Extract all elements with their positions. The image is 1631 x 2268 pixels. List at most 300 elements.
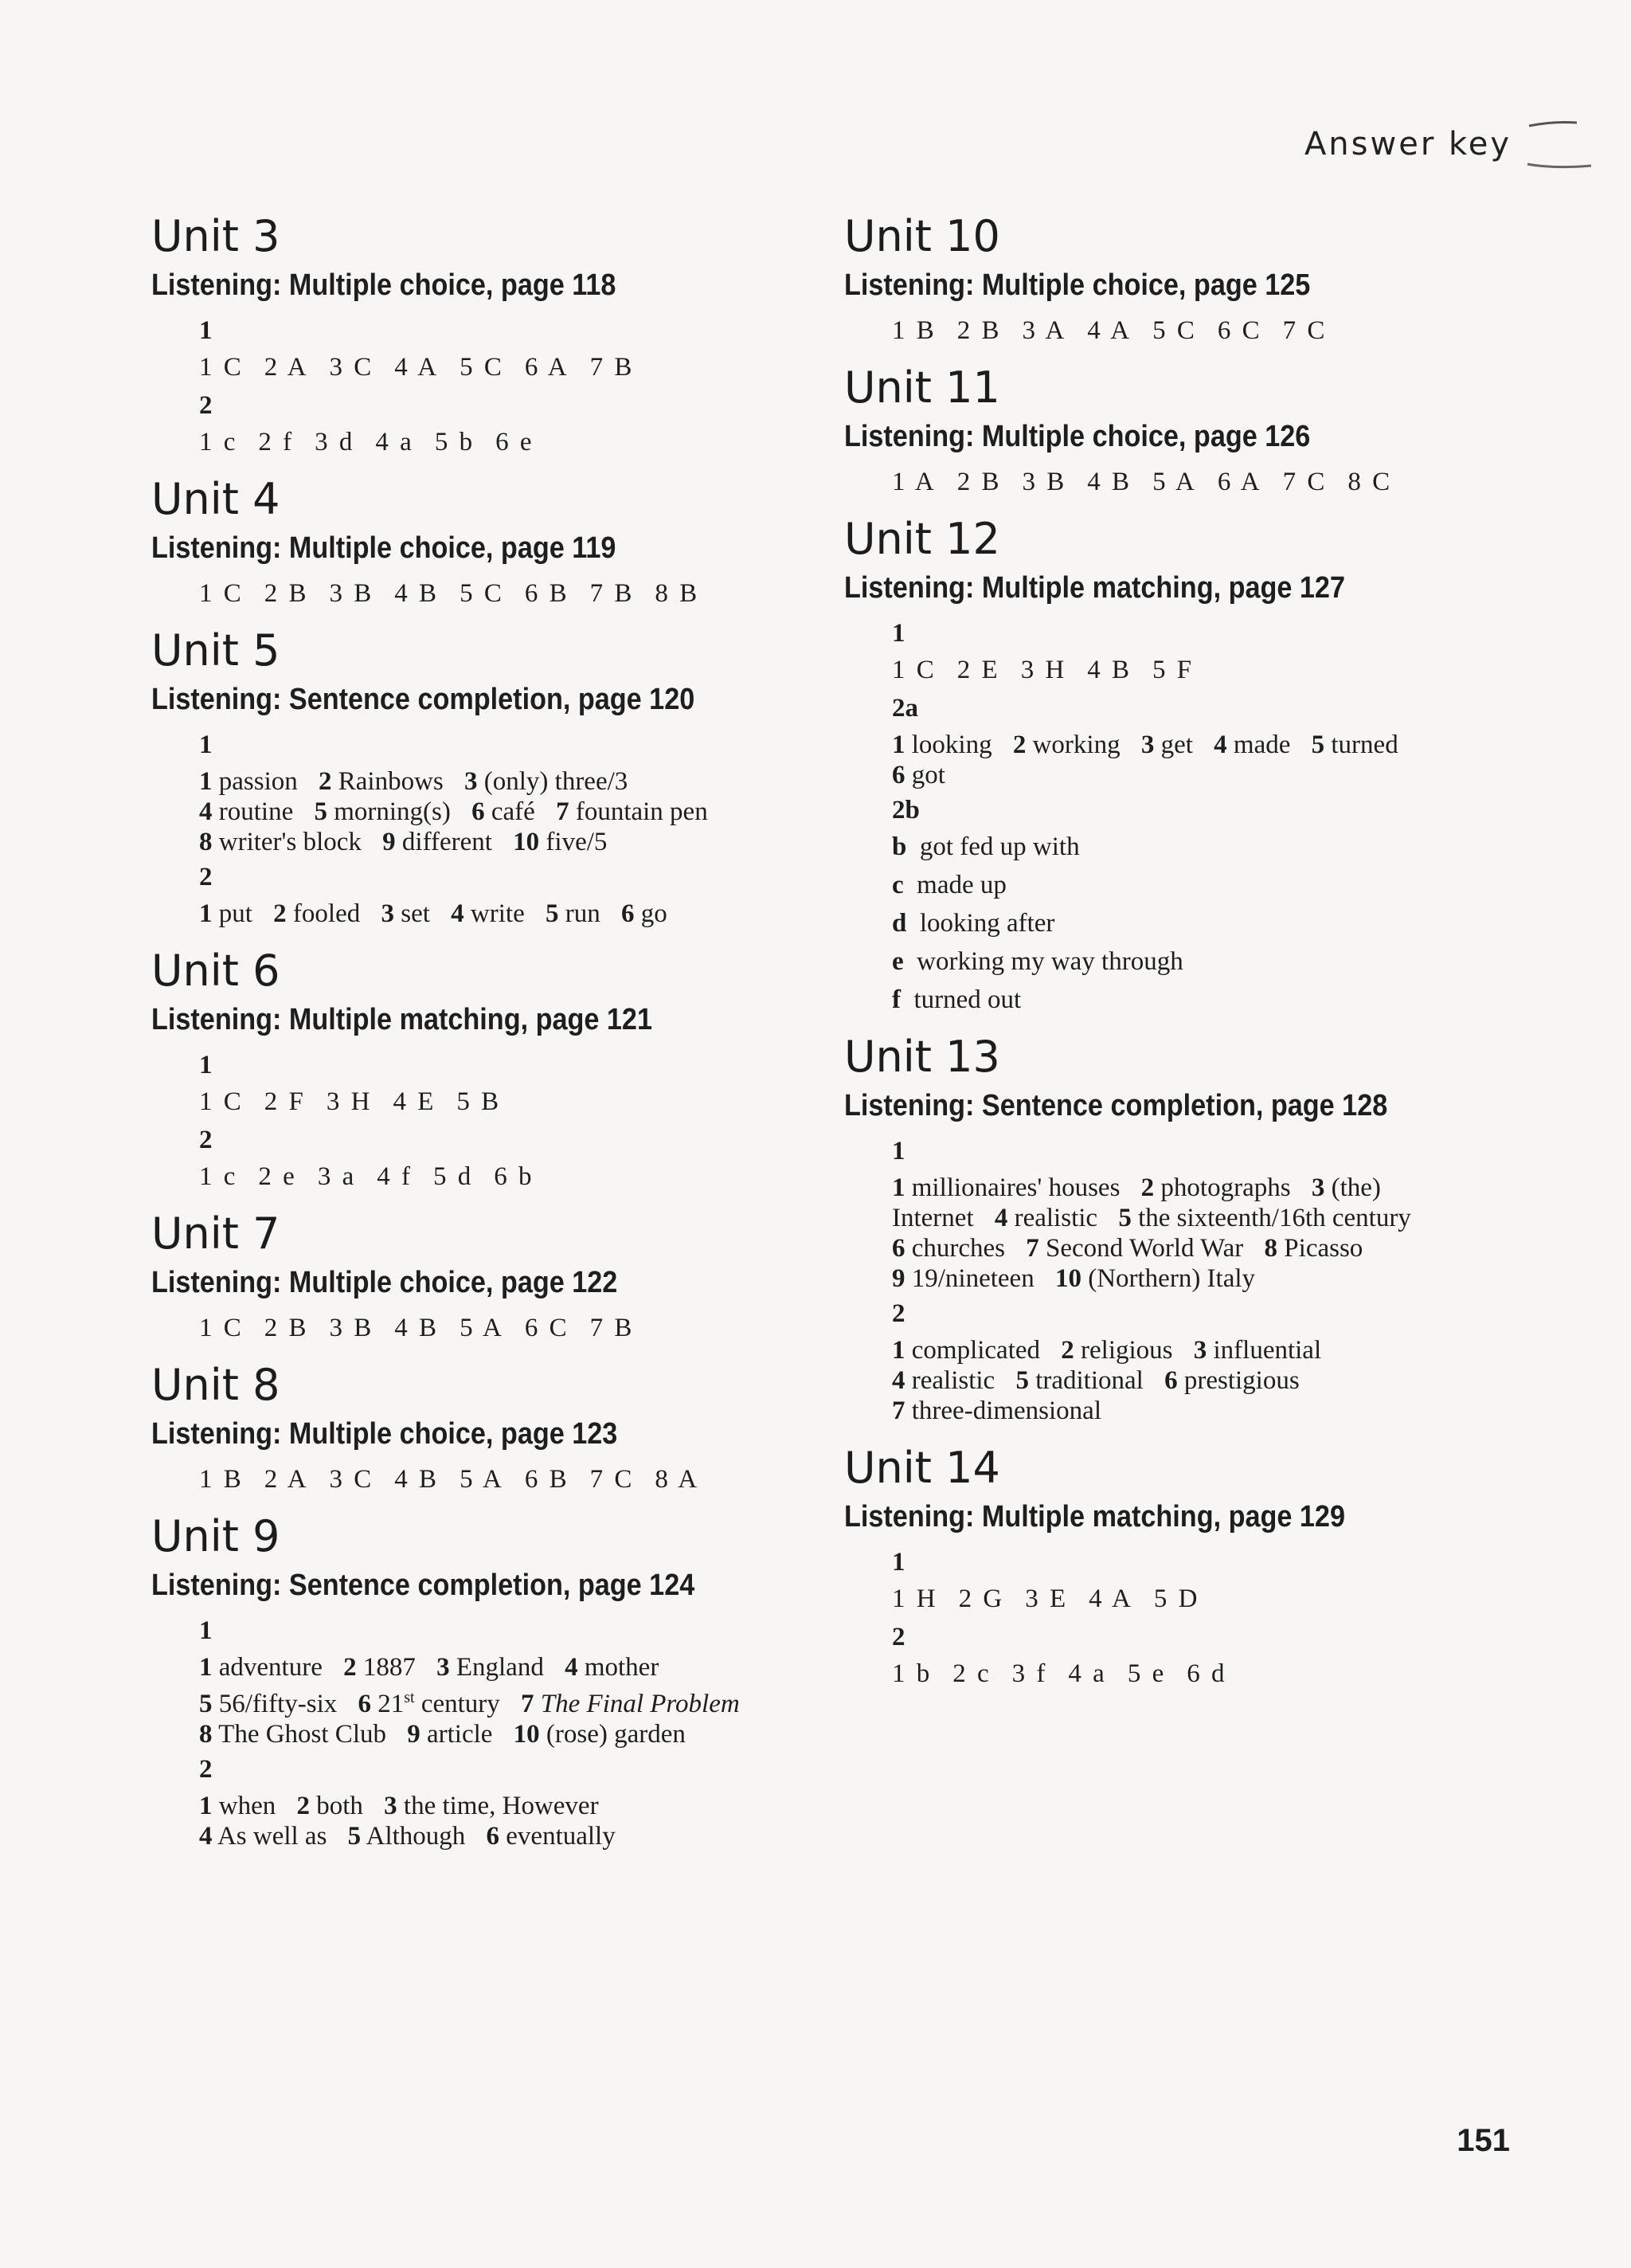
- answer-number: 7: [556, 797, 569, 826]
- answer: 6 d: [1187, 1659, 1227, 1688]
- answer-number: 5: [199, 1690, 213, 1718]
- answer: 4 A: [1089, 1584, 1133, 1613]
- unit-title: Unit 3: [151, 211, 280, 261]
- answer-letter: e: [892, 947, 904, 976]
- unit-14: [844, 1440, 1561, 1689]
- answers: [151, 315, 820, 457]
- answer: 4 a: [1068, 1659, 1107, 1688]
- answer: 4 B: [394, 1314, 440, 1342]
- answer: 8 C: [1347, 468, 1393, 496]
- answer: three-dimensional: [911, 1396, 1102, 1425]
- answer-line: [892, 315, 1561, 346]
- answer: café: [491, 797, 535, 826]
- answer: when: [218, 1792, 276, 1820]
- answer-number: 5: [1118, 1204, 1132, 1232]
- part-label: 1: [199, 316, 213, 345]
- answer: 6 B: [524, 579, 569, 608]
- part-label: 1: [199, 731, 213, 759]
- answer: get: [1160, 731, 1193, 759]
- answer: 5 A: [460, 1314, 504, 1342]
- unit-12: [844, 511, 1561, 1015]
- answer: 2 F: [264, 1087, 306, 1116]
- answer-number: 1: [199, 1792, 213, 1820]
- answer: 4 B: [1087, 656, 1132, 684]
- answer: 3 f: [1011, 1659, 1048, 1688]
- right-column: [844, 209, 1561, 1703]
- answer: 3 H: [1020, 656, 1067, 684]
- unit-title: Unit 5: [151, 625, 280, 676]
- answer-line: [199, 1652, 820, 1682]
- unit-title: Unit 9: [151, 1511, 280, 1561]
- answer-number: 2: [296, 1792, 310, 1820]
- answer-number: 1: [892, 731, 905, 759]
- tab-mark-icon: [1521, 118, 1593, 174]
- part-label: 2: [199, 863, 213, 891]
- answer: millionaires' houses: [911, 1173, 1121, 1202]
- answer: religious: [1081, 1336, 1173, 1365]
- answer-number: 6: [358, 1690, 371, 1718]
- answer-line: [892, 1396, 1561, 1426]
- answer: 3 B: [329, 579, 374, 608]
- answer: realistic: [911, 1366, 995, 1395]
- answers: [844, 315, 1561, 346]
- answer-number: 3: [1140, 731, 1155, 759]
- answer-line: [199, 578, 820, 609]
- answer: Second World War: [1046, 1234, 1244, 1263]
- answer: set: [401, 899, 430, 928]
- answer-number: 3: [384, 1792, 397, 1820]
- answer: 6 e: [495, 428, 534, 456]
- answers: [151, 730, 820, 929]
- answer: different: [401, 828, 492, 856]
- answer: 6 B: [524, 1465, 569, 1494]
- answer-line: [199, 827, 820, 857]
- unit-9: [151, 1509, 820, 1851]
- answer-line: [892, 1263, 1561, 1294]
- unit-title: Unit 12: [844, 514, 1000, 564]
- unit-title: Unit 11: [844, 362, 1000, 413]
- section-title: Listening: Multiple choice, page 123: [151, 1417, 618, 1451]
- unit-11: [844, 360, 1561, 497]
- answer: 7 C: [589, 1465, 635, 1494]
- answer-line: [892, 985, 1561, 1015]
- section-title: Listening: Sentence completion, page 124: [151, 1569, 695, 1602]
- unit-13: [844, 1029, 1561, 1426]
- answer-number: 4: [1214, 731, 1227, 759]
- answer: looking: [911, 731, 992, 759]
- answer: 3 H: [326, 1087, 373, 1116]
- answer-line: [892, 467, 1561, 497]
- answer-number: 1: [199, 899, 213, 928]
- answer-number: 5: [314, 797, 327, 826]
- answer: morning(s): [334, 797, 451, 826]
- answer: 1 H: [892, 1584, 938, 1613]
- answer: (Northern) Italy: [1088, 1264, 1256, 1293]
- answer: 2 e: [258, 1162, 297, 1191]
- answer: 21: [377, 1690, 405, 1718]
- answer: The Final Problem: [540, 1690, 740, 1718]
- answer: 1 C: [892, 656, 937, 684]
- part-label: 2a: [892, 694, 918, 723]
- answer: working: [1032, 731, 1121, 759]
- answer-number: 2: [1140, 1173, 1155, 1202]
- answer: 6 A: [524, 353, 569, 382]
- unit-10: [844, 209, 1561, 346]
- answer: 8 A: [655, 1465, 700, 1494]
- answer-number: 3: [1193, 1336, 1207, 1365]
- answer: 2 f: [258, 428, 295, 456]
- answer: 5 D: [1153, 1584, 1200, 1613]
- answer: 2 B: [264, 1314, 309, 1342]
- answer: write: [470, 899, 525, 928]
- part-label: 1: [199, 1616, 213, 1645]
- answer-number: 6: [1164, 1366, 1178, 1395]
- answer-line: [892, 730, 1561, 760]
- answers: [844, 467, 1561, 497]
- answer: Picasso: [1284, 1234, 1363, 1263]
- answer-number: 4: [199, 797, 213, 826]
- answer: 5 B: [456, 1087, 502, 1116]
- answer: complicated: [911, 1336, 1041, 1365]
- answer-line: [199, 1161, 820, 1192]
- answer-letter: d: [892, 909, 907, 938]
- answer-line: [892, 1233, 1561, 1263]
- answers: [151, 1464, 820, 1494]
- answer-line: [199, 352, 820, 382]
- answer-number: 1: [892, 1336, 905, 1365]
- answer: 1 B: [892, 316, 937, 345]
- answer: 3 B: [1022, 468, 1067, 496]
- answer: turned: [1331, 731, 1398, 759]
- part-label: 2: [199, 1126, 213, 1154]
- answer: 3 C: [329, 353, 374, 382]
- answer: 3 C: [329, 1465, 374, 1494]
- answer: turned out: [913, 985, 1022, 1014]
- answer: Rainbows: [338, 767, 444, 796]
- part-label: 2: [892, 1299, 905, 1328]
- answer: run: [565, 899, 600, 928]
- answer-number: 6: [892, 1234, 905, 1263]
- answer-line: [199, 899, 820, 929]
- answer: 1 c: [199, 1162, 238, 1191]
- answer: 1887: [362, 1653, 416, 1682]
- page-number: 151: [1457, 2123, 1510, 2158]
- unit-title: Unit 4: [151, 474, 280, 524]
- answers: [151, 1616, 820, 1851]
- answer-number: 7: [892, 1396, 905, 1425]
- answer: 5 C: [460, 579, 504, 608]
- answer-number: 4: [565, 1653, 578, 1682]
- answer: 4 a: [375, 428, 414, 456]
- answer-line: [892, 832, 1561, 862]
- answer-line: [892, 1584, 1561, 1614]
- answer-letter: f: [892, 985, 901, 1014]
- answer: 5 C: [1152, 316, 1197, 345]
- answer: traditional: [1035, 1366, 1144, 1395]
- answer: 4 B: [394, 579, 440, 608]
- answer-number: 5: [347, 1822, 362, 1851]
- answer: routine: [218, 797, 294, 826]
- answer-number: 6: [620, 899, 635, 928]
- answer-number: 5: [1311, 731, 1325, 759]
- answer: 6 C: [524, 1314, 569, 1342]
- answer-line: [892, 870, 1561, 900]
- answer: realistic: [1014, 1204, 1098, 1232]
- answer: made: [1233, 731, 1291, 759]
- answer-number: 4: [994, 1204, 1008, 1232]
- answers: [844, 618, 1561, 1015]
- answer: go: [640, 899, 667, 928]
- answer: passion: [218, 767, 298, 796]
- answer: 7 B: [589, 579, 635, 608]
- answer-number: 8: [199, 1720, 213, 1749]
- answer: article: [426, 1720, 493, 1749]
- answer-number: 10: [513, 828, 540, 856]
- answer: 56/fifty-six: [218, 1690, 338, 1718]
- answers: [844, 1547, 1561, 1689]
- answer-number: 9: [382, 828, 396, 856]
- answer-line: [199, 766, 820, 797]
- section-title: Listening: Multiple choice, page 122: [151, 1266, 618, 1299]
- answer-number: 9: [407, 1720, 420, 1749]
- unit-6: [151, 943, 820, 1192]
- answer: the time, However: [403, 1792, 599, 1820]
- unit-title: Unit 8: [151, 1360, 280, 1410]
- answer: The Ghost Club: [218, 1720, 386, 1749]
- section-title: Listening: Multiple matching, page 127: [844, 571, 1345, 605]
- answer: England: [456, 1653, 544, 1682]
- answer: looking after: [919, 909, 1055, 938]
- running-header: Answer key: [1304, 126, 1512, 163]
- answer-line: [892, 760, 1561, 790]
- answer-number: 4: [892, 1366, 905, 1395]
- unit-title: Unit 7: [151, 1208, 280, 1259]
- answer: 4 A: [394, 353, 440, 382]
- answer: 6 b: [494, 1162, 534, 1191]
- answer: got fed up with: [919, 832, 1080, 861]
- answer-number: 3: [436, 1653, 450, 1682]
- answer-number: 9: [892, 1264, 905, 1293]
- answer: photographs: [1160, 1173, 1291, 1202]
- unit-8: [151, 1357, 820, 1494]
- answer: 3 d: [315, 428, 355, 456]
- answer-number: 7: [521, 1690, 534, 1718]
- answer-number: 2: [273, 899, 287, 928]
- answer: 7 B: [589, 353, 635, 382]
- answer-line: [892, 1335, 1561, 1365]
- section-title: Listening: Multiple choice, page 126: [844, 420, 1311, 453]
- answer-line: [199, 1464, 820, 1494]
- answer: (rose) garden: [546, 1720, 686, 1749]
- answer-number: 3: [1311, 1173, 1325, 1202]
- answer: 2 B: [956, 468, 1002, 496]
- answer: put: [218, 899, 252, 928]
- answer: 4 A: [1087, 316, 1132, 345]
- section-title: Listening: Multiple matching, page 121: [151, 1003, 652, 1036]
- answer: 4 B: [394, 1465, 440, 1494]
- answer: churches: [911, 1234, 1006, 1263]
- unit-title: Unit 6: [151, 946, 280, 996]
- answer: 3 B: [329, 1314, 374, 1342]
- answer-number: 7: [1026, 1234, 1039, 1263]
- answers: [844, 1136, 1561, 1426]
- answer: 1 C: [199, 353, 244, 382]
- answer-line: [892, 1365, 1561, 1396]
- unit-title: Unit 10: [844, 211, 1000, 261]
- answers: [151, 1313, 820, 1343]
- answer: century: [420, 1690, 500, 1718]
- answer: fountain pen: [575, 797, 708, 826]
- answer-number: 5: [1015, 1366, 1029, 1395]
- answer: 5 C: [460, 353, 504, 382]
- answer: 1 A: [892, 468, 937, 496]
- part-label: 2: [199, 1755, 213, 1784]
- answer-line: [199, 1719, 820, 1749]
- unit-4: [151, 472, 820, 609]
- answer-line: [892, 1659, 1561, 1689]
- answer-number: 2: [343, 1653, 357, 1682]
- answer-line: [892, 908, 1561, 938]
- answer: 2 c: [952, 1659, 992, 1688]
- answer-number: 10: [1054, 1264, 1081, 1293]
- answer: five/5: [546, 828, 608, 856]
- answer: 3 E: [1025, 1584, 1069, 1613]
- answers: [151, 578, 820, 609]
- answer-line: [199, 1821, 820, 1851]
- answer: Although: [366, 1822, 466, 1851]
- answer-line: [892, 946, 1561, 977]
- answer-number: 3: [464, 767, 478, 796]
- answer: fooled: [292, 899, 361, 928]
- answer: writer's block: [218, 828, 362, 856]
- answer: both: [316, 1792, 363, 1820]
- section-title: Listening: Sentence completion, page 128: [844, 1089, 1388, 1122]
- answer: 4 B: [1087, 468, 1132, 496]
- answer: 5 e: [1127, 1659, 1167, 1688]
- answer: 5 A: [460, 1465, 504, 1494]
- answer-number: 1: [892, 1173, 905, 1202]
- answer-line: [199, 797, 820, 827]
- unit-5: [151, 623, 820, 929]
- answer-number: 6: [892, 761, 905, 789]
- answer: made up: [917, 871, 1007, 899]
- answer: 6 C: [1217, 316, 1262, 345]
- answer-line: [892, 655, 1561, 685]
- answer-number: 6: [471, 797, 485, 826]
- answer-number: 10: [513, 1720, 540, 1749]
- answer: influential: [1213, 1336, 1322, 1365]
- answer-line: [199, 427, 820, 457]
- answer-number: 4: [199, 1822, 213, 1851]
- answer: 19/nineteen: [911, 1264, 1035, 1293]
- answer-number: 2: [1012, 731, 1027, 759]
- answer: 2 A: [264, 1465, 309, 1494]
- answer-number: 1: [199, 1653, 213, 1682]
- part-label: 1: [892, 1548, 905, 1577]
- section-title: Listening: Multiple matching, page 129: [844, 1500, 1345, 1534]
- section-title: Listening: Multiple choice, page 119: [151, 531, 616, 565]
- answer: 3 A: [1022, 316, 1067, 345]
- unit-title: Unit 14: [844, 1443, 1000, 1493]
- answers: [151, 1050, 820, 1192]
- answer-number: 2: [319, 767, 332, 796]
- answer: 7 B: [589, 1314, 635, 1342]
- ordinal-suffix: st: [404, 1689, 415, 1706]
- answer-line: [199, 1313, 820, 1343]
- answer: eventually: [506, 1822, 616, 1851]
- answer-number: 6: [486, 1822, 500, 1851]
- answer: the sixteenth/16th century: [1138, 1204, 1411, 1232]
- part-label: 2: [199, 391, 213, 420]
- answer: 2 B: [956, 316, 1002, 345]
- answer: 5 A: [1152, 468, 1197, 496]
- part-label: 2: [892, 1623, 905, 1651]
- answer: 2 A: [264, 353, 309, 382]
- answer-line: [199, 1791, 820, 1821]
- answer: mother: [584, 1653, 659, 1682]
- answer-number: 8: [1264, 1234, 1278, 1263]
- answer: 7 C: [1282, 316, 1328, 345]
- section-title: Listening: Sentence completion, page 120: [151, 683, 695, 716]
- unit-title: Unit 13: [844, 1032, 1000, 1082]
- answer-number: 1: [199, 767, 213, 796]
- answer: 8 B: [655, 579, 700, 608]
- answer: 4 f: [377, 1162, 413, 1191]
- section-title: Listening: Multiple choice, page 118: [151, 268, 616, 302]
- answer: 7 C: [1282, 468, 1328, 496]
- answer: adventure: [218, 1653, 323, 1682]
- answer: 2 G: [958, 1584, 1005, 1613]
- answer: 2 E: [956, 656, 1000, 684]
- answer-number: 5: [545, 899, 559, 928]
- answer: 3 a: [317, 1162, 357, 1191]
- answer: Internet: [892, 1204, 974, 1232]
- unit-3: [151, 209, 820, 457]
- answer-number: 8: [199, 828, 213, 856]
- answer-line: [892, 1173, 1561, 1203]
- answer: 1 C: [199, 1087, 244, 1116]
- section-title: Listening: Multiple choice, page 125: [844, 268, 1311, 302]
- answer: 1 C: [199, 1314, 244, 1342]
- answer-line: [199, 1087, 820, 1117]
- answer: 5 F: [1152, 656, 1195, 684]
- answer-line: [199, 1682, 820, 1719]
- answer: 1 B: [199, 1465, 244, 1494]
- part-label: 1: [199, 1051, 213, 1079]
- answer-number: 3: [381, 899, 394, 928]
- part-label: 2b: [892, 796, 920, 825]
- part-label: 1: [892, 619, 905, 648]
- part-label: 1: [892, 1137, 905, 1165]
- answer: 1 C: [199, 579, 244, 608]
- answer-line: [892, 1203, 1561, 1233]
- answer: (only) three/3: [483, 767, 628, 796]
- answer: 4 E: [393, 1087, 436, 1116]
- answer: prestigious: [1183, 1366, 1300, 1395]
- answer: 1 b: [892, 1659, 933, 1688]
- answer: got: [911, 761, 945, 789]
- answer-number: 2: [1061, 1336, 1074, 1365]
- answer: 2 B: [264, 579, 309, 608]
- answer: 1 c: [199, 428, 238, 456]
- answer-letter: b: [892, 832, 907, 861]
- answer-letter: c: [892, 871, 904, 899]
- answer: working my way through: [917, 947, 1183, 976]
- answer: 5 d: [432, 1162, 474, 1191]
- answer: 5 b: [434, 428, 475, 456]
- left-column: [151, 209, 820, 1866]
- answer: 6 A: [1217, 468, 1262, 496]
